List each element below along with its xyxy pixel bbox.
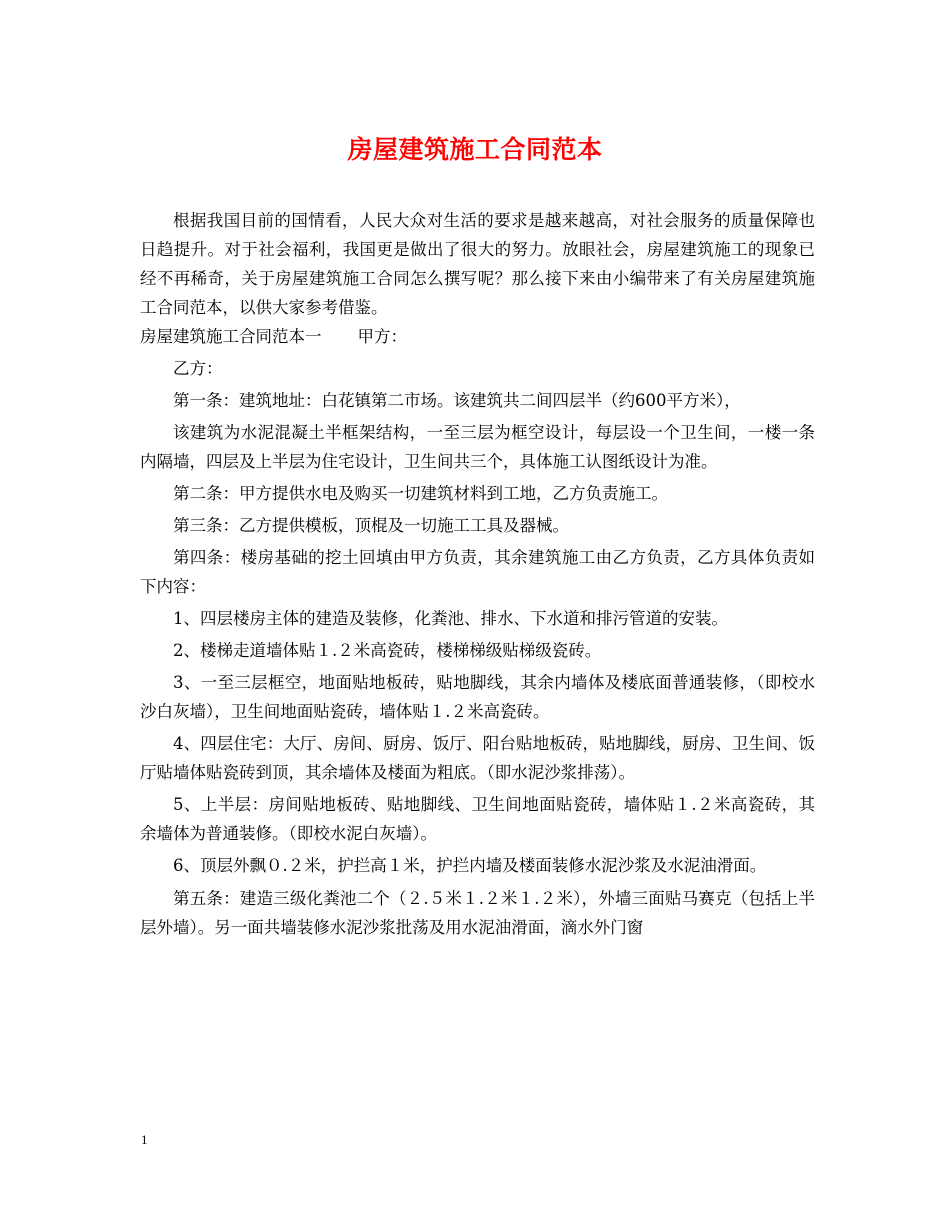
party-b-label: 乙方： bbox=[173, 359, 223, 378]
contract-heading: 房屋建筑施工合同范本一 bbox=[140, 327, 322, 346]
article-2: 第二条：甲方提供水电及购买一切建筑材料到工地，乙方负责施工。 bbox=[173, 484, 668, 503]
intro-paragraph: 根据我国目前的国情看，人民大众对生活的要求是越来越高，对社会服务的质量保障也日趋提升。对于社会福利，我国更是做出了很大的努力。放眼社会，房屋建筑施工的现象已经不再稀奇，关于房屋建筑施工合同怎么撰写呢？那么接下来由小编带来了有关房屋建筑施工合同范本，以供大家参考借鉴。 bbox=[140, 211, 815, 317]
article-4: 第四条：楼房基础的挖土回填由甲方负责，其余建筑施工由乙方负责，乙方具体负责如下内容： bbox=[140, 548, 815, 596]
article-3: 第三条：乙方提供模板，顶棍及一切施工工具及器械。 bbox=[173, 516, 569, 535]
contract-heading-line bbox=[140, 322, 815, 351]
list-item: 5、上半层：房间贴地板砖、贴地脚线、卫生间地面贴瓷砖，墙体贴１.２米高瓷砖，其余墙体为普通装修。（即校水泥白灰墙）。 bbox=[140, 795, 815, 843]
party-a-label: 甲方： bbox=[357, 327, 407, 346]
list-item: 1、四层楼房主体的建造及装修，化粪池、排水、下水道和排污管道的安装。 bbox=[173, 609, 728, 628]
document-body bbox=[140, 206, 815, 942]
list-item: 6、顶层外飘０.２米，护拦高１米，护拦内墙及楼面装修水泥沙浆及水泥油滑面。 bbox=[173, 856, 767, 875]
list-item: 2、楼梯走道墙体贴１.２米高瓷砖，楼梯梯级贴梯级瓷砖。 bbox=[173, 641, 602, 660]
page-number: 1 bbox=[141, 1132, 148, 1147]
document-title: 房屋建筑施工合同范本 bbox=[347, 135, 603, 164]
list-item: 3、一至三层框空，地面贴地板砖，贴地脚线，其余内墙体及楼底面普通装修，（即校水沙白灰墙），卫生间地面贴瓷砖，墙体贴１.２米高瓷砖。 bbox=[140, 673, 815, 721]
list-item: 4、四层住宅：大厅、房间、厨房、饭厅、阳台贴地板砖，贴地脚线，厨房、卫生间、饭厅贴墙体贴瓷砖到顶，其余墙体及楼面为粗底。（即水泥沙浆排荡）。 bbox=[140, 734, 815, 782]
article-5: 第五条：建造三级化粪池二个（２.５米１.２米１.２米），外墙三面贴马赛克（包括上半层外墙）。另一面共墙装修水泥沙浆批荡及用水泥油滑面，滴水外门窗 bbox=[140, 889, 815, 937]
article-1: 第一条：建筑地址：白花镇第二市场。该建筑共二间四层半（约600平方米）， bbox=[173, 391, 741, 410]
article-1-continued: 该建筑为水泥混凝土半框架结构，一至三层为框空设计，每层设一个卫生间，一楼一条内隔墙，四层及上半层为住宅设计，卫生间共三个，具体施工认图纸设计为准。 bbox=[140, 423, 815, 471]
